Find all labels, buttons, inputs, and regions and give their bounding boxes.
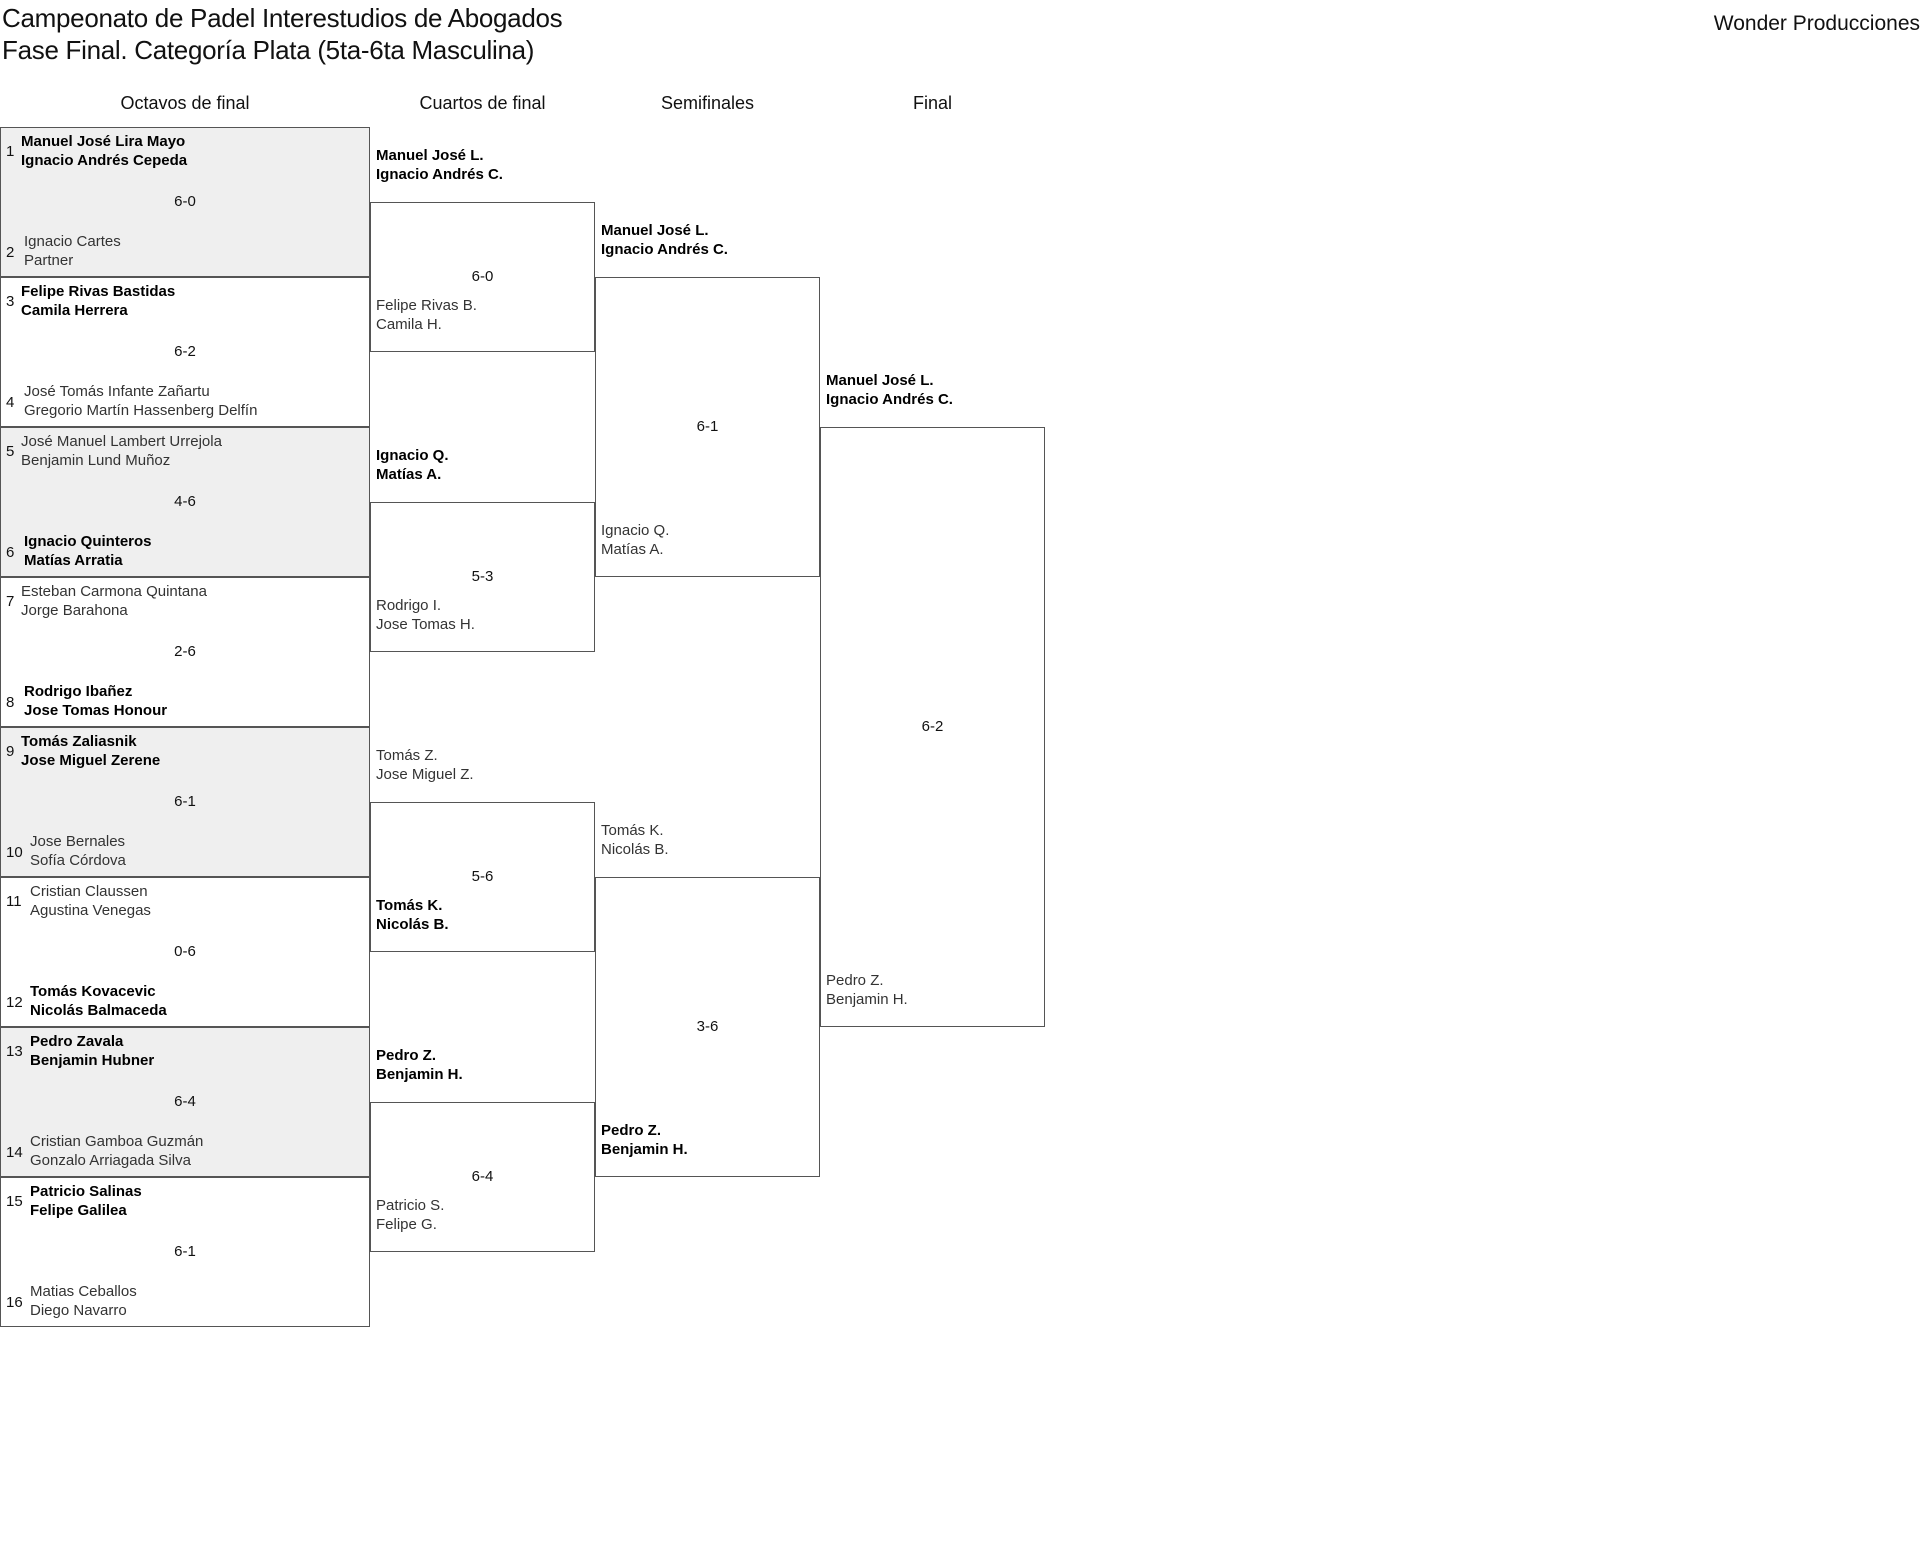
team-winner [376,446,449,484]
player-name: Gonzalo Arriagada Silva [30,1152,191,1169]
player-name: Felipe G. [376,1216,437,1233]
player-name: José Manuel Lambert Urrejola [21,433,222,450]
player-name: Benjamin Hubner [30,1052,155,1069]
team-winner [601,221,728,259]
team [30,882,151,920]
player-name: Pedro Z. [826,972,884,989]
team [30,832,126,870]
team [376,1196,444,1234]
player-name: Tomás K. [601,822,664,839]
seed-number: 13 [6,1043,23,1060]
team-winner [376,896,449,934]
match-score: 6-1 [696,418,719,435]
team [21,582,207,620]
team [30,1132,203,1170]
match-score: 6-0 [174,193,196,210]
match-score: 6-0 [471,268,494,285]
player-name: Manuel José L. [376,147,484,164]
seed-number: 1 [6,143,15,160]
player-name: Ignacio Q. [376,447,449,464]
team-winner [24,532,152,570]
player-name: Rodrigo I. [376,597,442,614]
player-name: Benjamin H. [826,991,908,1008]
player-name: Tomás Z. [376,747,438,764]
match-score: 6-4 [471,1168,494,1185]
seed-number: 16 [6,1294,23,1311]
player-name: Benjamin H. [376,1066,463,1083]
player-name: Tomás Zaliasnik [21,733,137,750]
player-name: Ignacio Q. [601,522,670,539]
round-header-semifinales: Semifinales [660,93,755,113]
team [21,432,222,470]
seed-number: 12 [6,994,23,1011]
player-name: Manuel José Lira Mayo [21,133,186,150]
player-name: Cristian Gamboa Guzmán [30,1133,204,1150]
round-header-cuartos: Cuartos de final [419,93,546,113]
player-name: Jose Tomas H. [376,616,475,633]
player-name: Jose Bernales [30,833,126,850]
player-name: Gregorio Martín Hassenberg Delfín [24,402,258,419]
player-name: Nicolás B. [376,916,449,933]
team-winner [601,1121,688,1159]
player-name: José Tomás Infante Zañartu [24,383,210,400]
team-winner [21,132,187,170]
player-name: Partner [24,252,74,269]
player-name: Agustina Venegas [30,902,151,919]
player-name: Cristian Claussen [30,883,148,900]
seed-number: 15 [6,1193,23,1210]
team [376,596,475,634]
player-name: Pedro Z. [376,1047,437,1064]
player-name: Benjamin Lund Muñoz [21,452,171,469]
player-name: Felipe Galilea [30,1202,127,1219]
brand-name: Wonder Producciones [1713,12,1920,35]
team-winner [24,682,167,720]
seed-number: 14 [6,1144,23,1161]
team [30,1282,137,1320]
match-score: 0-6 [174,943,196,960]
player-name: Benjamin H. [601,1141,688,1158]
team [376,296,477,334]
team-winner [826,371,953,409]
player-name: Jose Miguel Zerene [21,752,161,769]
seed-number: 3 [6,293,15,310]
seed-number: 10 [6,844,23,861]
page-subtitle: Fase Final. Categoría Plata (5ta-6ta Masculina) [2,35,535,65]
team [601,521,669,559]
player-name: Rodrigo Ibañez [24,683,133,700]
team-winner [21,732,160,770]
team-winner [376,146,503,184]
player-name: Jose Tomas Honour [24,702,168,719]
player-name: Matías A. [601,541,664,558]
player-name: Patricio S. [376,1197,445,1214]
player-name: Patricio Salinas [30,1183,142,1200]
player-name: Esteban Carmona Quintana [21,583,207,600]
team-winner [376,1046,463,1084]
player-name: Matias Ceballos [30,1283,137,1300]
match-score: 6-2 [921,718,944,735]
team-winner [30,1182,142,1220]
match-score: 6-1 [174,793,196,810]
team [24,232,121,270]
team [601,821,669,859]
seed-number: 9 [6,743,15,760]
player-name: Ignacio Andrés C. [376,166,503,183]
player-name: Manuel José L. [826,372,934,389]
seed-number: 6 [6,544,15,561]
match-score: 5-6 [471,868,494,885]
seed-number: 4 [6,394,15,411]
player-name: Diego Navarro [30,1302,127,1319]
match-score: 6-4 [174,1093,196,1110]
player-name: Jose Miguel Z. [376,766,474,783]
match-score: 4-6 [174,493,196,510]
team [376,746,474,784]
player-name: Tomás K. [376,897,443,914]
team [24,382,257,420]
team-winner [30,1032,154,1070]
player-name: Ignacio Cartes [24,233,121,250]
seed-number: 8 [6,694,15,711]
player-name: Tomás Kovacevic [30,983,156,1000]
player-name: Camila H. [376,316,442,333]
player-name: Ignacio Andrés C. [826,391,953,408]
player-name: Ignacio Andrés C. [601,241,728,258]
player-name: Nicolás B. [601,841,669,858]
player-name: Matías A. [376,466,442,483]
seed-number: 2 [6,244,15,261]
seed-number: 11 [6,893,22,910]
player-name: Pedro Z. [601,1122,662,1139]
player-name: Felipe Rivas Bastidas [21,283,176,300]
player-name: Ignacio Quinteros [24,533,152,550]
player-name: Nicolás Balmaceda [30,1002,167,1019]
player-name: Sofía Córdova [30,852,126,869]
page-title: Campeonato de Padel Interestudios de Abogados [2,3,563,33]
match-score: 6-1 [174,1243,196,1260]
player-name: Manuel José L. [601,222,709,239]
match-score: 2-6 [174,643,196,660]
match-score: 5-3 [471,568,494,585]
team-winner [21,282,175,320]
player-name: Pedro Zavala [30,1033,124,1050]
seed-number: 5 [6,443,15,460]
seed-number: 7 [6,593,15,610]
player-name: Matías Arratia [24,552,123,569]
team-winner [30,982,167,1020]
round-header-octavos: Octavos de final [120,93,250,113]
player-name: Jorge Barahona [21,602,128,619]
match-score: 3-6 [696,1018,719,1035]
player-name: Ignacio Andrés Cepeda [21,152,188,169]
round-header-final: Final [912,93,952,113]
team [826,971,908,1009]
player-name: Camila Herrera [21,302,128,319]
match-score: 6-2 [174,343,196,360]
player-name: Felipe Rivas B. [376,297,477,314]
